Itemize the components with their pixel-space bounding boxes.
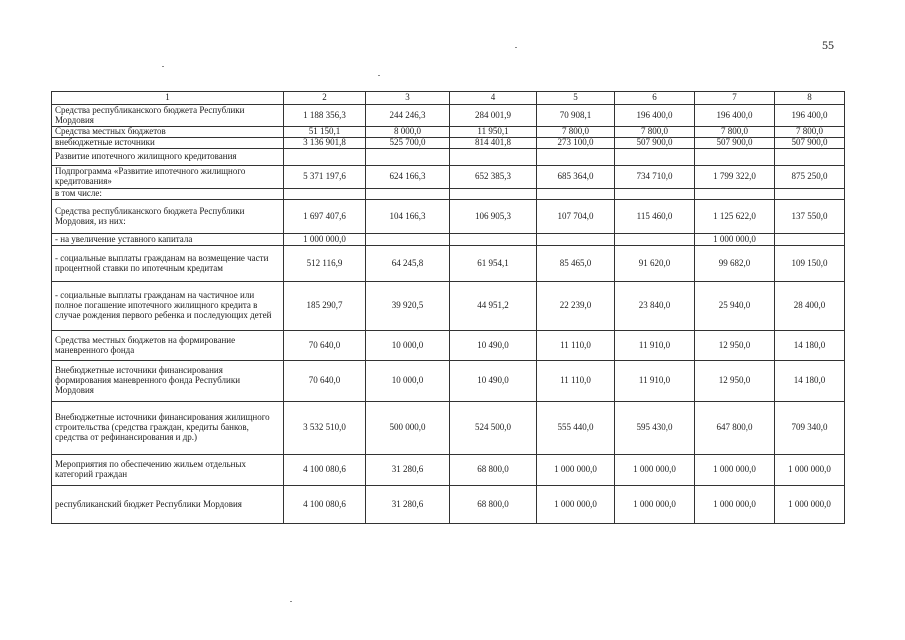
table-row <box>52 402 845 455</box>
table-cell: 23 840,0 <box>615 282 695 331</box>
table-cell: 1 000 000,0 <box>615 486 695 524</box>
table-cell: 11 110,0 <box>537 331 615 361</box>
scan-speck <box>290 601 292 602</box>
table-cell: 1 125 622,0 <box>695 200 775 234</box>
table-cell <box>284 149 366 166</box>
table-cell: 11 110,0 <box>537 361 615 402</box>
table-cell: 814 401,8 <box>450 138 537 149</box>
table-cell <box>695 149 775 166</box>
table-cell: 3 532 510,0 <box>284 402 366 455</box>
table-cell: 1 000 000,0 <box>775 486 845 524</box>
table-cell: 875 250,0 <box>775 166 845 189</box>
table-row <box>52 127 845 138</box>
table-cell: 12 950,0 <box>695 361 775 402</box>
table-cell: 70 908,1 <box>537 105 615 127</box>
table-cell <box>366 149 450 166</box>
column-header: 8 <box>775 92 845 105</box>
row-label: внебюджетные источники <box>52 138 284 149</box>
table-cell: 11 950,1 <box>450 127 537 138</box>
column-header: 3 <box>366 92 450 105</box>
column-header: 7 <box>695 92 775 105</box>
row-label: Внебюджетные источники финансирования формирования маневренного фонда Республики Мордовия <box>52 361 284 402</box>
table-cell <box>775 234 845 246</box>
table-cell: 106 905,3 <box>450 200 537 234</box>
table-row <box>52 361 845 402</box>
table-row <box>52 331 845 361</box>
table-cell <box>695 189 775 200</box>
table-cell: 107 704,0 <box>537 200 615 234</box>
table-cell: 10 490,0 <box>450 331 537 361</box>
row-label: Внебюджетные источники финансирования жилищного строительства (средства граждан, кредиты банков, средства от рефинансирования и др.) <box>52 402 284 455</box>
table-cell: 11 910,0 <box>615 361 695 402</box>
table-cell: 51 150,1 <box>284 127 366 138</box>
table-cell <box>450 189 537 200</box>
table-cell <box>775 149 845 166</box>
table-cell: 7 800,0 <box>775 127 845 138</box>
table-cell: 7 800,0 <box>615 127 695 138</box>
table-cell: 734 710,0 <box>615 166 695 189</box>
table-cell: 31 280,6 <box>366 455 450 486</box>
table-cell <box>615 189 695 200</box>
table-cell: 12 950,0 <box>695 331 775 361</box>
page-number: 55 <box>822 38 834 52</box>
table-row <box>52 200 845 234</box>
table-row <box>52 455 845 486</box>
table-row <box>52 166 845 189</box>
table-cell: 44 951,2 <box>450 282 537 331</box>
table-cell: 28 400,0 <box>775 282 845 331</box>
row-label: Средства республиканского бюджета Республики Мордовия, из них: <box>52 200 284 234</box>
table-row <box>52 149 845 166</box>
table-cell: 555 440,0 <box>537 402 615 455</box>
row-label: Средства республиканского бюджета Республики Мордовия <box>52 105 284 127</box>
table-cell: 595 430,0 <box>615 402 695 455</box>
table-cell: 10 000,0 <box>366 361 450 402</box>
row-label: Подпрограмма «Развитие ипотечного жилищного кредитования» <box>52 166 284 189</box>
table-cell: 3 136 901,8 <box>284 138 366 149</box>
table-cell: 61 954,1 <box>450 246 537 282</box>
table-row <box>52 486 845 524</box>
table-row <box>52 189 845 200</box>
column-header: 5 <box>537 92 615 105</box>
column-header: 1 <box>52 92 284 105</box>
table-cell: 31 280,6 <box>366 486 450 524</box>
row-label: Средства местных бюджетов <box>52 127 284 138</box>
table-cell <box>450 234 537 246</box>
table-cell: 1 000 000,0 <box>615 455 695 486</box>
table-cell: 22 239,0 <box>537 282 615 331</box>
table-cell: 104 166,3 <box>366 200 450 234</box>
table-cell <box>615 149 695 166</box>
column-header: 4 <box>450 92 537 105</box>
table-cell: 284 001,9 <box>450 105 537 127</box>
table-cell: 1 799 322,0 <box>695 166 775 189</box>
budget-table <box>51 91 845 524</box>
table-cell: 68 800,0 <box>450 486 537 524</box>
table-cell: 244 246,3 <box>366 105 450 127</box>
table-cell: 685 364,0 <box>537 166 615 189</box>
table-cell: 99 682,0 <box>695 246 775 282</box>
table-cell <box>537 234 615 246</box>
table-cell: 1 000 000,0 <box>284 234 366 246</box>
table-cell: 196 400,0 <box>775 105 845 127</box>
table-cell: 624 166,3 <box>366 166 450 189</box>
table-cell: 273 100,0 <box>537 138 615 149</box>
row-label: Развитие ипотечного жилищного кредитования <box>52 149 284 166</box>
table-cell: 1 697 407,6 <box>284 200 366 234</box>
table-cell: 11 910,0 <box>615 331 695 361</box>
table-cell <box>775 189 845 200</box>
table-cell: 185 290,7 <box>284 282 366 331</box>
table-cell: 10 490,0 <box>450 361 537 402</box>
table-cell: 115 460,0 <box>615 200 695 234</box>
table-cell: 10 000,0 <box>366 331 450 361</box>
table-cell: 507 900,0 <box>775 138 845 149</box>
table-cell: 137 550,0 <box>775 200 845 234</box>
table-cell: 14 180,0 <box>775 331 845 361</box>
table-cell: 4 100 080,6 <box>284 455 366 486</box>
table-cell <box>537 149 615 166</box>
table-cell: 507 900,0 <box>695 138 775 149</box>
table-cell: 196 400,0 <box>695 105 775 127</box>
table-cell: 91 620,0 <box>615 246 695 282</box>
table-cell: 7 800,0 <box>695 127 775 138</box>
table-cell: 1 000 000,0 <box>537 455 615 486</box>
row-label: в том числе: <box>52 189 284 200</box>
table-cell: 500 000,0 <box>366 402 450 455</box>
row-label: - социальные выплаты гражданам на возмещение части процентной ставки по ипотечным кредитам <box>52 246 284 282</box>
table-cell: 652 385,3 <box>450 166 537 189</box>
table-cell: 5 371 197,6 <box>284 166 366 189</box>
table-cell: 7 800,0 <box>537 127 615 138</box>
table-cell: 8 000,0 <box>366 127 450 138</box>
table-row <box>52 234 845 246</box>
table-cell: 68 800,0 <box>450 455 537 486</box>
table-cell <box>537 189 615 200</box>
table-row <box>52 138 845 149</box>
table-cell: 85 465,0 <box>537 246 615 282</box>
column-header: 2 <box>284 92 366 105</box>
scan-speck <box>515 47 517 48</box>
table-cell: 70 640,0 <box>284 361 366 402</box>
table-cell: 4 100 080,6 <box>284 486 366 524</box>
row-label: - социальные выплаты гражданам на частичное или полное погашение ипотечного жилищного кредита в случае рождения первого ребенка и последующих детей <box>52 282 284 331</box>
row-label: Мероприятия по обеспечению жильем отдельных категорий граждан <box>52 455 284 486</box>
table-row <box>52 105 845 127</box>
row-label: республиканский бюджет Республики Мордовия <box>52 486 284 524</box>
table-cell: 25 940,0 <box>695 282 775 331</box>
table-cell <box>366 234 450 246</box>
column-header: 6 <box>615 92 695 105</box>
table-cell: 1 000 000,0 <box>695 455 775 486</box>
table-cell: 709 340,0 <box>775 402 845 455</box>
table-cell <box>615 234 695 246</box>
table-row <box>52 246 845 282</box>
row-label: Средства местных бюджетов на формирование маневренного фонда <box>52 331 284 361</box>
table-cell: 1 000 000,0 <box>695 234 775 246</box>
row-label: - на увеличение уставного капитала <box>52 234 284 246</box>
table-cell <box>450 149 537 166</box>
table-cell: 70 640,0 <box>284 331 366 361</box>
table-cell: 1 188 356,3 <box>284 105 366 127</box>
table-header-row <box>52 92 845 105</box>
table-cell: 14 180,0 <box>775 361 845 402</box>
scan-speck <box>162 66 164 67</box>
scan-speck <box>378 75 380 76</box>
table-cell: 1 000 000,0 <box>537 486 615 524</box>
table-cell: 512 116,9 <box>284 246 366 282</box>
table-cell: 109 150,0 <box>775 246 845 282</box>
table-cell: 647 800,0 <box>695 402 775 455</box>
table-cell: 507 900,0 <box>615 138 695 149</box>
table-cell <box>284 189 366 200</box>
table-cell: 64 245,8 <box>366 246 450 282</box>
table-row <box>52 282 845 331</box>
table-cell: 525 700,0 <box>366 138 450 149</box>
table-cell: 39 920,5 <box>366 282 450 331</box>
table-cell: 196 400,0 <box>615 105 695 127</box>
table-cell: 524 500,0 <box>450 402 537 455</box>
table-cell: 1 000 000,0 <box>775 455 845 486</box>
table-cell <box>366 189 450 200</box>
table-cell: 1 000 000,0 <box>695 486 775 524</box>
